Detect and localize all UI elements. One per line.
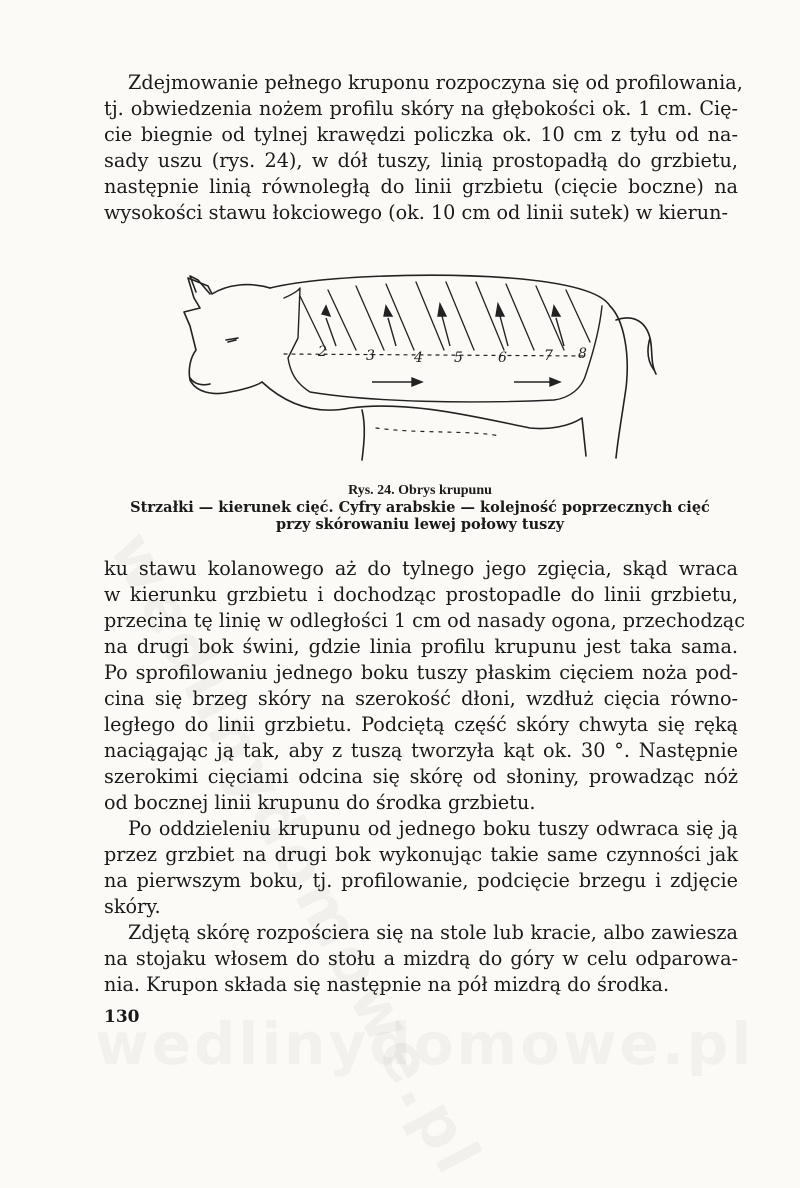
text-line: sady uszu (rys. 24), w dół tuszy, linią prostopadłą do grzbietu, xyxy=(104,149,738,172)
text-line: tj. obwiedzenia nożem profilu skóry na głębokości ok. 1 cm. Cię- xyxy=(104,97,738,120)
pig-eye xyxy=(226,338,238,342)
pig-rump-outline xyxy=(610,306,627,458)
text-line: na pierwszym boku, tj. profilowanie, podcięcie brzegu i zdjęcie xyxy=(104,869,738,892)
text-line: przecina tę linię w odległości 1 cm od nasady ogona, przechodząc xyxy=(104,609,745,632)
caption-title: Rys. 24. Obrys krupunu xyxy=(348,483,492,498)
text-line: w kierunku grzbietu i dochodząc prostopadle do linii grzbietu, xyxy=(104,583,738,606)
paragraph-1 xyxy=(104,70,743,226)
text-line: na stojaku włosem do stołu a mizdrą do góry w celu odparowa- xyxy=(104,947,738,970)
belly-dotted-line xyxy=(376,428,500,436)
text-line: nia. Krupon składa się następnie na pół mizdrą do środka. xyxy=(104,973,670,996)
text-line: od bocznej linii krupunu do środka grzbietu. xyxy=(104,791,536,814)
text-line: ku stawu kolanowego aż do tylnego jego zgięcia, skąd wraca xyxy=(104,557,738,580)
cut-number-5: 5 xyxy=(454,350,463,366)
text-line: cie biegnie od tylnej krawędzi policzka ok. 10 cm z tyłu od na- xyxy=(104,123,738,146)
paragraph-3 xyxy=(104,816,738,920)
cut-number-2: 2 xyxy=(318,344,327,360)
paragraph-4 xyxy=(104,920,738,998)
text-line: następnie linią równoległą do linii grzbietu (cięcie boczne) na xyxy=(104,175,738,198)
caption-line-1: Strzałki — kierunek cięć. Cyfry arabskie — kolejność poprzecznych cięć xyxy=(130,499,710,516)
cut-number-8: 8 xyxy=(578,346,587,362)
pig-head-outline xyxy=(184,278,270,394)
page-number: 130 xyxy=(104,1007,140,1027)
cut-number-6: 6 xyxy=(498,350,507,366)
cut-number-4: 4 xyxy=(414,350,423,366)
figure-pig-outline xyxy=(150,258,670,468)
pig-back-outline xyxy=(270,275,610,306)
text-line: Po oddzieleniu krupunu od jednego boku tuszy odwraca się ją xyxy=(128,817,738,840)
cut-number-7: 7 xyxy=(544,348,553,364)
text-line: cina się brzeg skóry na szerokość dłoni, wzdłuż cięcia równo- xyxy=(104,687,738,710)
text-line: Zdejmowanie pełnego kruponu rozpoczyna się od profilowania, xyxy=(128,71,743,94)
caption-line-2: przy skórowaniu lewej połowy tuszy xyxy=(275,516,564,533)
text-line: Po sprofilowaniu jednego boku tuszy płaskim cięciem noża pod- xyxy=(104,661,738,684)
text-line: wysokości stawu łokciowego (ok. 10 cm od linii sutek) w kierun- xyxy=(104,201,728,224)
text-line: naciągając ją tak, aby z tuszą tworzyła kąt ok. 30 °. Następnie xyxy=(104,739,738,762)
pig-belly-outline xyxy=(262,382,586,456)
text-line: Zdjętą skórę rozpościera się na stole lub kracie, albo zawiesza xyxy=(128,921,738,944)
text-line: na drugi bok świni, gdzie linia profilu krupunu jest taka sama. xyxy=(104,635,738,658)
horizontal-arrows xyxy=(372,378,560,386)
upward-arrows xyxy=(322,304,564,346)
text-line: ległego do linii grzbietu. Podciętą część skóry chwyta się ręką xyxy=(104,713,738,736)
cut-number-3: 3 xyxy=(366,348,375,364)
text-line: szerokimi cięciami odcina się skórę od słoniny, prowadząc nóż xyxy=(104,765,738,788)
text-line: przez grzbiet na drugi bok wykonując takie same czynności jak xyxy=(104,843,738,866)
figure-caption xyxy=(100,482,740,533)
side-cut-line xyxy=(284,354,586,356)
pig-front-leg-outline xyxy=(362,410,364,460)
text-line: skóry. xyxy=(104,895,161,918)
